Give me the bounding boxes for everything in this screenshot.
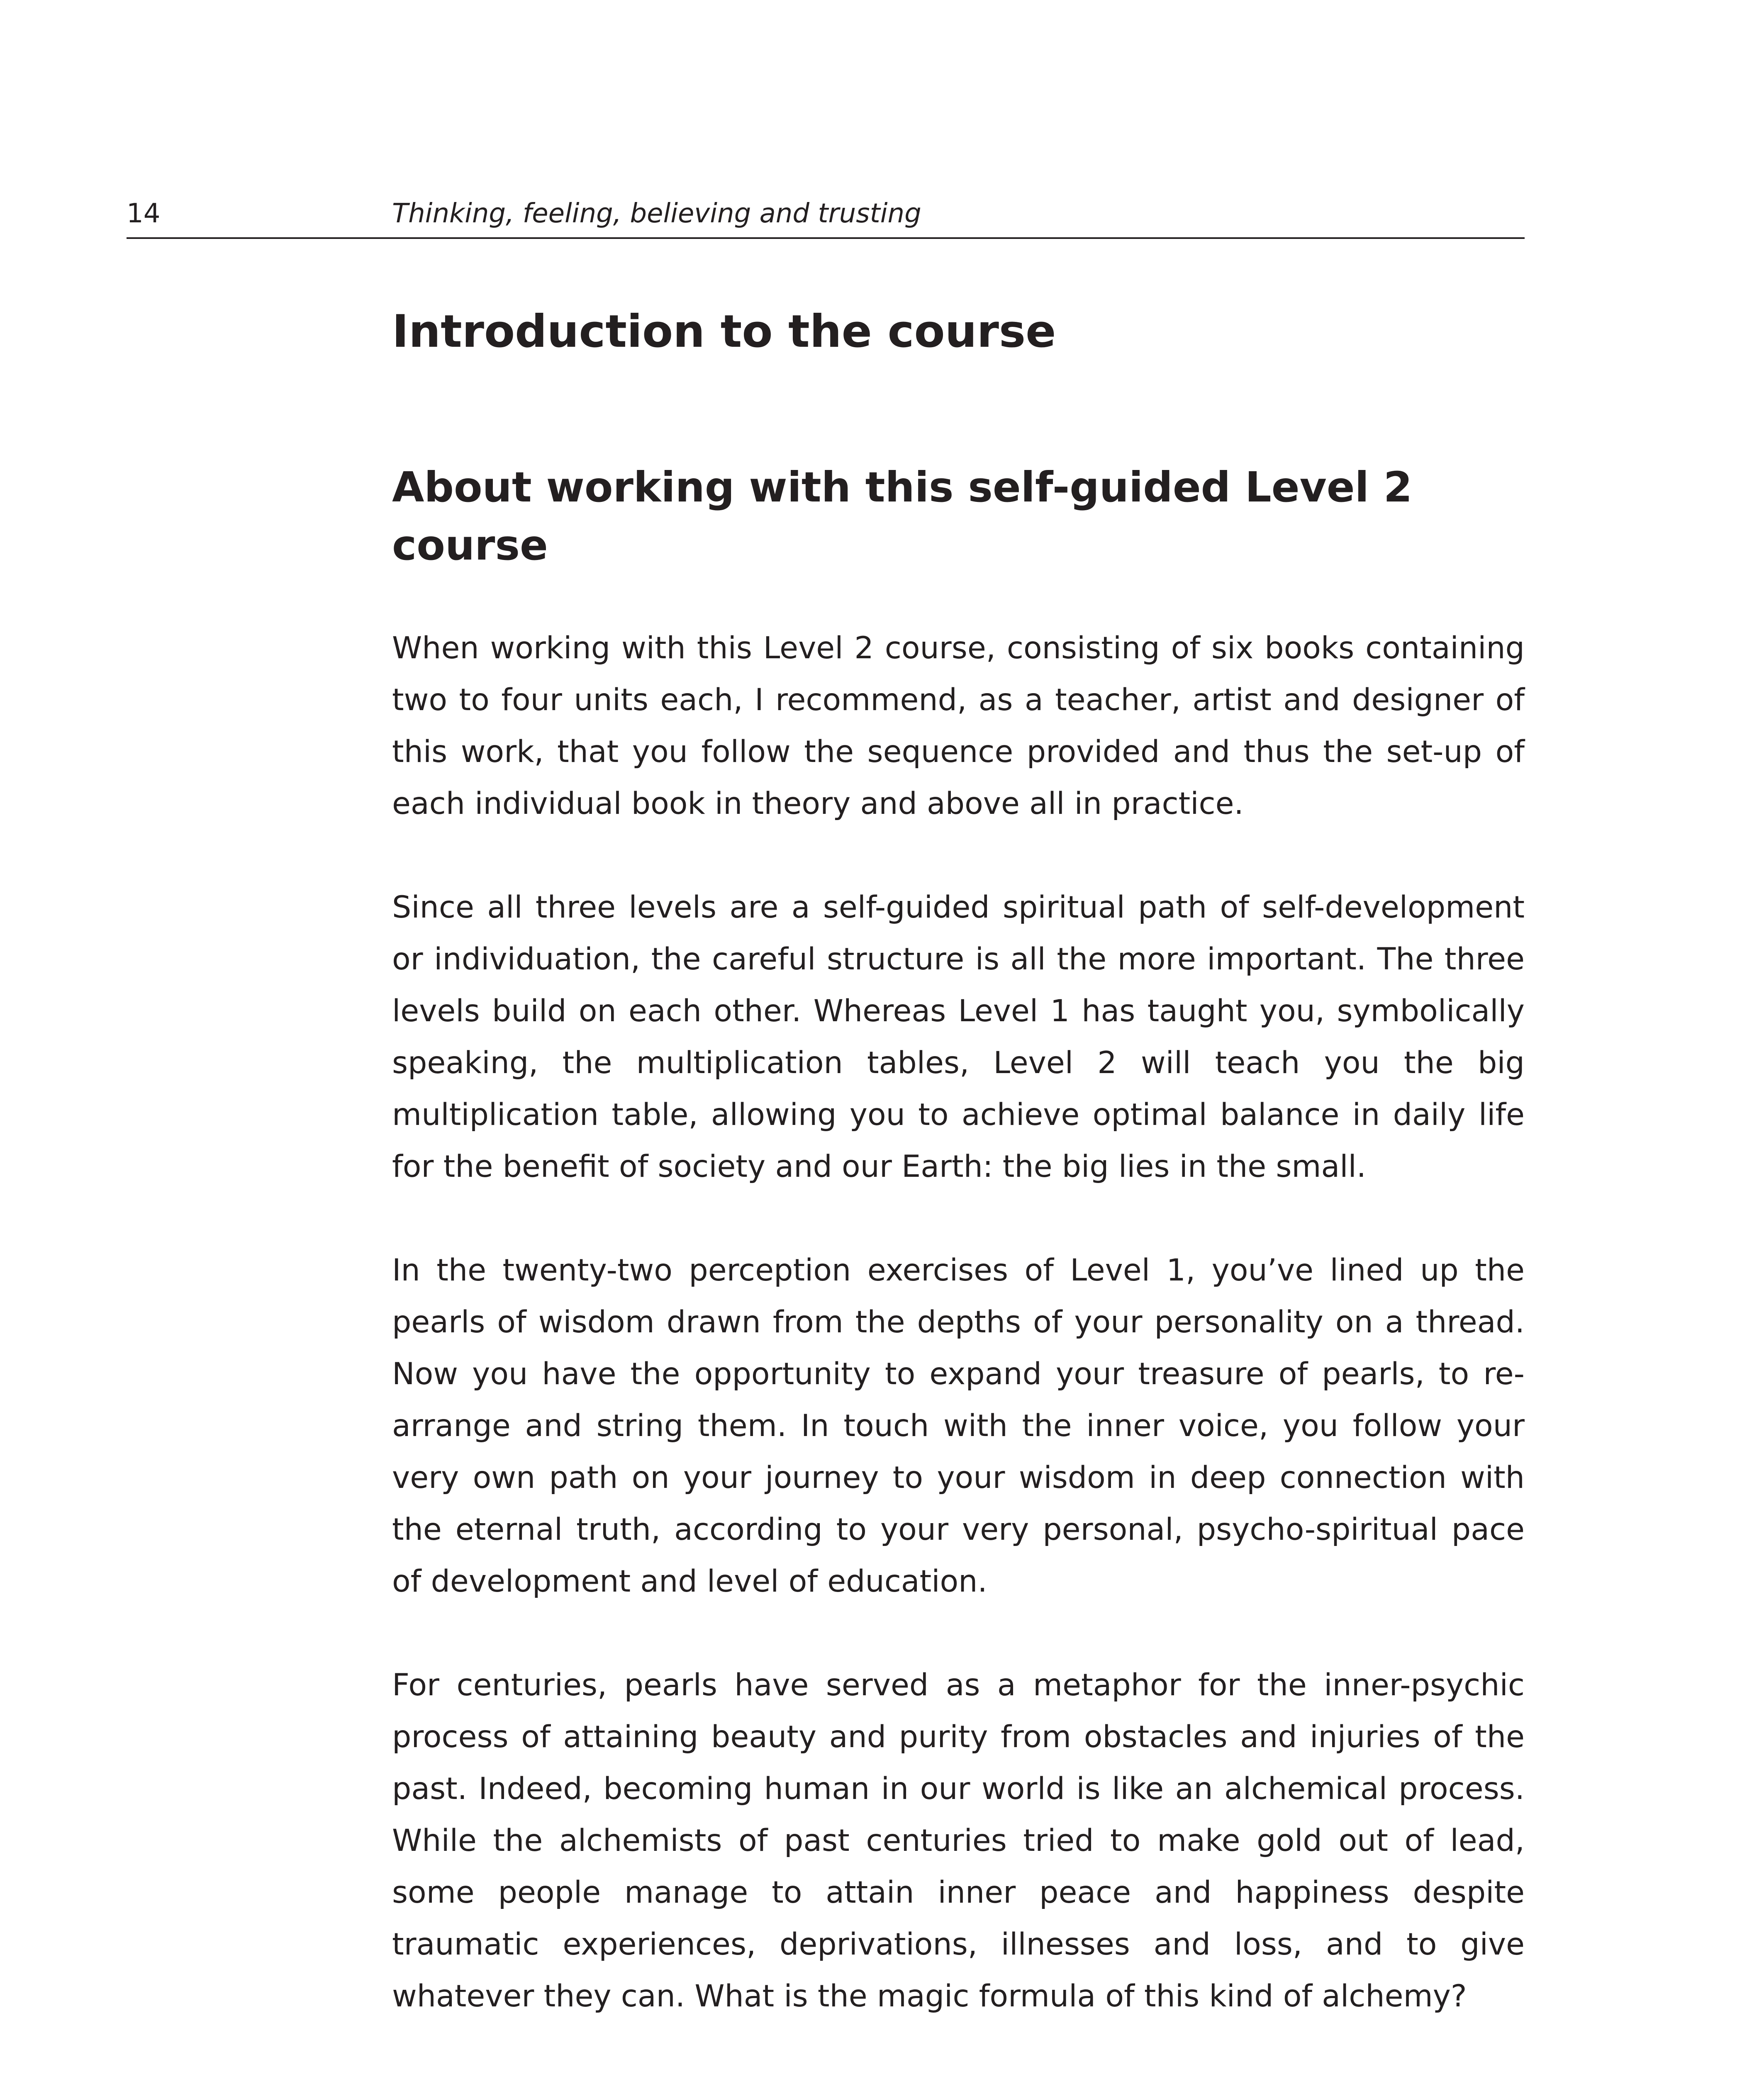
running-title: Thinking, feeling, believing and trusting <box>392 198 921 229</box>
chapter-title: Introduction to the course <box>392 306 1056 358</box>
body-paragraph: In the twenty-two perception exercises of Level 1, you’ve lined up the pearls of wisdom drawn from the depths of your personality on a thread. Now you have the opportunity to expand your treasure of pearls, to re-arrange and string them. In touch with the inner voice, you follow your very own path on your journey to your wisdom in deep connection with the eternal truth, according to your very personal, psycho-spiritual pace of development and level of education. <box>392 1253 1525 1599</box>
section-title: About working with this self-guided Level 2 course <box>392 463 1413 570</box>
body-paragraph: Since all three levels are a self-guided spiritual path of self-development or individuation, the careful structure is all the more important. The three levels build on each other. Whereas Level 1 has taught you, symbolically speaking, the multiplication tables, Level 2 will teach you the big multiplication table, allowing you to achieve optimal balance in daily life for the benefit of society and our Earth: the big lies in the small. <box>392 890 1525 1184</box>
page-number: 14 <box>127 198 161 229</box>
body-paragraph: For centuries, pearls have served as a metaphor for the inner-psychic process of attaining beauty and purity from obstacles and injuries of the past. Indeed, becoming human in our world is like an alchemical process. While the alchemists of past centuries tried to make gold out of lead, some people manage to attain inner peace and happiness despite traumatic experiences, deprivations, illnesses and loss, and to give whatever they can. What is the magic formula of this kind of alchemy? <box>392 1667 1525 2014</box>
body-paragraph: When working with this Level 2 course, consisting of six books containing two to four units each, I recommend, as a teacher, artist and designer of this work, that you follow the sequence provided and thus the set-up of each individual book in theory and above all in practice. <box>392 630 1525 821</box>
header-divider <box>127 237 1525 239</box>
page-body <box>392 303 1525 2022</box>
